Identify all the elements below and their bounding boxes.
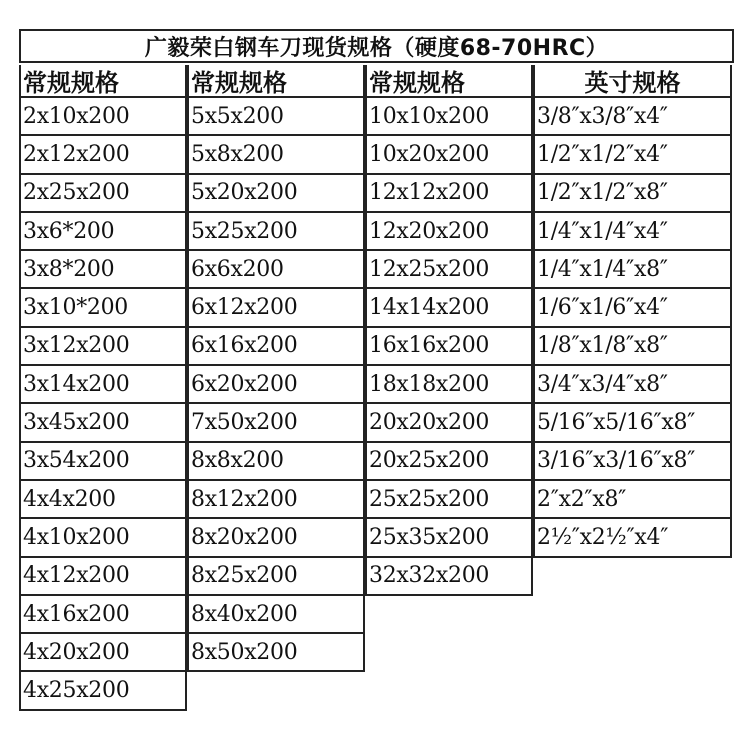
spec-cell: 1/2″x1/2″x8″ [533, 175, 732, 213]
spec-cell: 8x50x200 [187, 634, 365, 672]
spec-cell: 12x20x200 [365, 213, 533, 251]
spec-cell: 18x18x200 [365, 366, 533, 404]
column-inch [533, 65, 732, 558]
spec-cell: 20x20x200 [365, 404, 533, 442]
spec-cell: 6x16x200 [187, 328, 365, 366]
spec-cell: 2½″x2½″x4″ [533, 519, 732, 557]
spec-cell: 3/16″x3/16″x8″ [533, 443, 732, 481]
spec-cell: 4x25x200 [19, 672, 187, 710]
spec-cell: 14x14x200 [365, 289, 533, 327]
spec-cell: 10x20x200 [365, 136, 533, 174]
spec-cell: 1/4″x1/4″x4″ [533, 213, 732, 251]
spec-cell: 3/4″x3/4″x8″ [533, 366, 732, 404]
spec-cell: 8x40x200 [187, 596, 365, 634]
spec-cell: 1/8″x1/8″x8″ [533, 328, 732, 366]
column-header: 英寸规格 [533, 65, 732, 98]
spec-cell: 7x50x200 [187, 404, 365, 442]
spec-cell: 4x16x200 [19, 596, 187, 634]
spec-cell: 2x10x200 [19, 98, 187, 136]
table-title: 广毅荣白钢车刀现货规格（硬度68-70HRC） [19, 29, 734, 63]
spec-cell: 8x8x200 [187, 443, 365, 481]
spec-cell: 3x14x200 [19, 366, 187, 404]
spec-cell: 12x25x200 [365, 251, 533, 289]
spec-cell: 8x25x200 [187, 558, 365, 596]
spec-cell: 4x20x200 [19, 634, 187, 672]
spec-cell: 1/4″x1/4″x8″ [533, 251, 732, 289]
spec-cell: 4x10x200 [19, 519, 187, 557]
spec-cell: 3x12x200 [19, 328, 187, 366]
column-regular-1 [19, 65, 187, 711]
spec-cell: 25x25x200 [365, 481, 533, 519]
spec-cell: 3x54x200 [19, 443, 187, 481]
spec-cell: 6x6x200 [187, 251, 365, 289]
spec-cell: 8x20x200 [187, 519, 365, 557]
spec-cell: 2x25x200 [19, 175, 187, 213]
spec-cell: 2x12x200 [19, 136, 187, 174]
spec-cell: 4x4x200 [19, 481, 187, 519]
spec-cell: 6x20x200 [187, 366, 365, 404]
spec-cell: 10x10x200 [365, 98, 533, 136]
spec-cell: 5/16″x5/16″x8″ [533, 404, 732, 442]
spec-cell: 25x35x200 [365, 519, 533, 557]
spec-cell: 5x25x200 [187, 213, 365, 251]
column-regular-2 [187, 65, 365, 672]
spec-cell: 3x8*200 [19, 251, 187, 289]
spec-cell: 3x6*200 [19, 213, 187, 251]
spec-cell: 32x32x200 [365, 558, 533, 596]
spec-cell: 5x20x200 [187, 175, 365, 213]
spec-cell: 3x45x200 [19, 404, 187, 442]
table-columns [19, 65, 734, 711]
column-header: 常规规格 [19, 65, 187, 98]
column-header: 常规规格 [187, 65, 365, 98]
spec-cell: 16x16x200 [365, 328, 533, 366]
spec-cell: 1/6″x1/6″x4″ [533, 289, 732, 327]
spec-cell: 3x10*200 [19, 289, 187, 327]
spec-table [19, 29, 734, 711]
spec-cell: 2″x2″x8″ [533, 481, 732, 519]
spec-cell: 5x8x200 [187, 136, 365, 174]
spec-cell: 4x12x200 [19, 558, 187, 596]
spec-cell: 20x25x200 [365, 443, 533, 481]
column-header: 常规规格 [365, 65, 533, 98]
spec-cell: 6x12x200 [187, 289, 365, 327]
spec-cell: 3/8″x3/8″x4″ [533, 98, 732, 136]
column-regular-3 [365, 65, 533, 596]
spec-cell: 1/2″x1/2″x4″ [533, 136, 732, 174]
spec-cell: 5x5x200 [187, 98, 365, 136]
spec-cell: 12x12x200 [365, 175, 533, 213]
spec-cell: 8x12x200 [187, 481, 365, 519]
